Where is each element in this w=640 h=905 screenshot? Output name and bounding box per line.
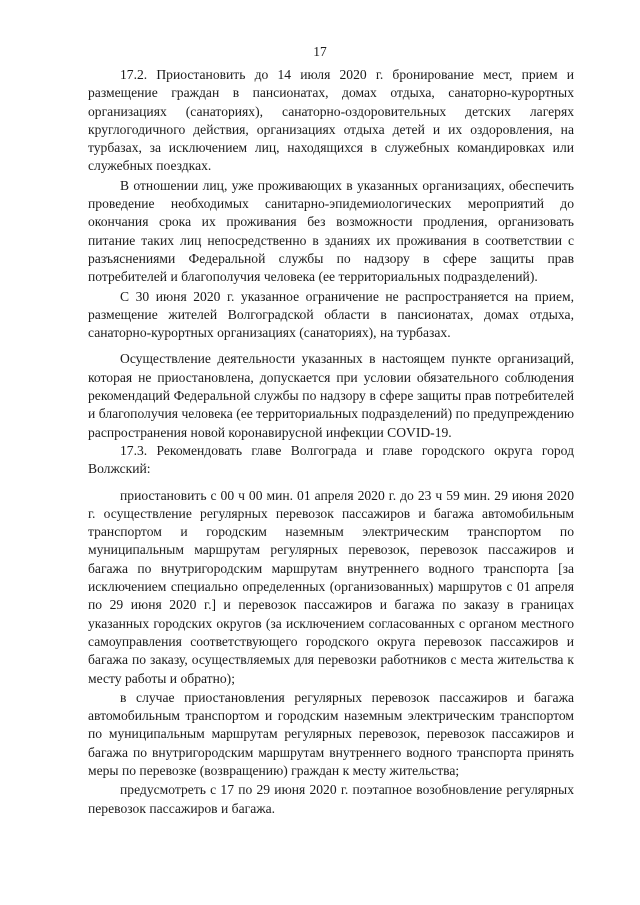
page-number: 17 (313, 44, 327, 59)
document-body (88, 66, 574, 818)
paragraph-june-30-exception: С 30 июня 2020 г. указанное ограничение не распространяется на прием, размещение жителей Волгоградской области в пансионатах, домах отдыха, санаторно-курортных организациях (санаториях), на турбазах. (88, 288, 574, 341)
paragraph-resume-transport: предусмотреть с 17 по 29 июня 2020 г. поэтапное возобновление регулярных перевозок пассажиров и багажа. (88, 782, 574, 816)
paragraph-residents: В отношении лиц, уже проживающих в указанных организациях, обеспечить проведение необходимых санитарно-эпидемиологических мероприятий до окончания срока их проживания без возможности продления, организовать питание таких лиц непосредственно в зданиях их проживания в соответствии с разъяснениями Федеральной службы по надзору в сфере защиты прав потребителей и благополучия человека (ее территориальных подразделений). (88, 177, 574, 285)
paragraph-17-2: 17.2. Приостановить до 14 июля 2020 г. бронирование мест, прием и размещение граждан в пансионатах, домах отдыха, санаторно-курортных организациях (санаториях), санаторно-оздоровительных детских лагерях круглогодичного действия, организациях отдыха детей и их оздоровления, на турбазах, за исключением лиц, находящихся в служебных командировках или служебных поездках. (88, 67, 574, 174)
paragraph-suspend-transport: приостановить с 00 ч 00 мин. 01 апреля 2020 г. до 23 ч 59 мин. 29 июня 2020 г. осуществление регулярных перевозок пассажиров и багажа автомобильным транспортом и городским наземным электрическим транспортом по муниципальным маршрутам регулярных перевозок, перевозок пассажиров и багажа по внутригородским маршрутам внутреннего водного транспорта [за исключением специально определенных (организованных) маршрутов с 01 апреля по 29 июня 2020 г.] и перевозок пассажиров и багажа по заказу в границах указанных городских округов (за исключением согласованных с органом местного самоуправления соответствующего городского округа перевозок пассажиров и багажа по заказу, осуществляемых для перевозки работников с места жительства к месту работы и обратно); (88, 487, 574, 686)
paragraph-17-3: 17.3. Рекомендовать главе Волгограда и главе городского округа город Волжский: (88, 442, 574, 477)
paragraph-return-citizens: в случае приостановления регулярных перевозок пассажиров и багажа автомобильным транспортом и городским наземным электрическим транспортом по муниципальным маршрутам регулярных перевозок, перевозок пассажиров и багажа по внутригородским маршрутам внутреннего водного транспорта принять меры по перевозке (возвращению) граждан к месту жительства; (88, 689, 574, 778)
paragraph-operating-conditions: Осуществление деятельности указанных в настоящем пункте организаций, которая не приостановлена, допускается при условии обязательного соблюдения рекомендаций Федеральной службы по надзору в сфере защиты прав потребителей и благополучия человека (ее территориальных подразделений) по предупреждению распространения новой коронавирусной инфекции COVID-19. (88, 351, 574, 440)
